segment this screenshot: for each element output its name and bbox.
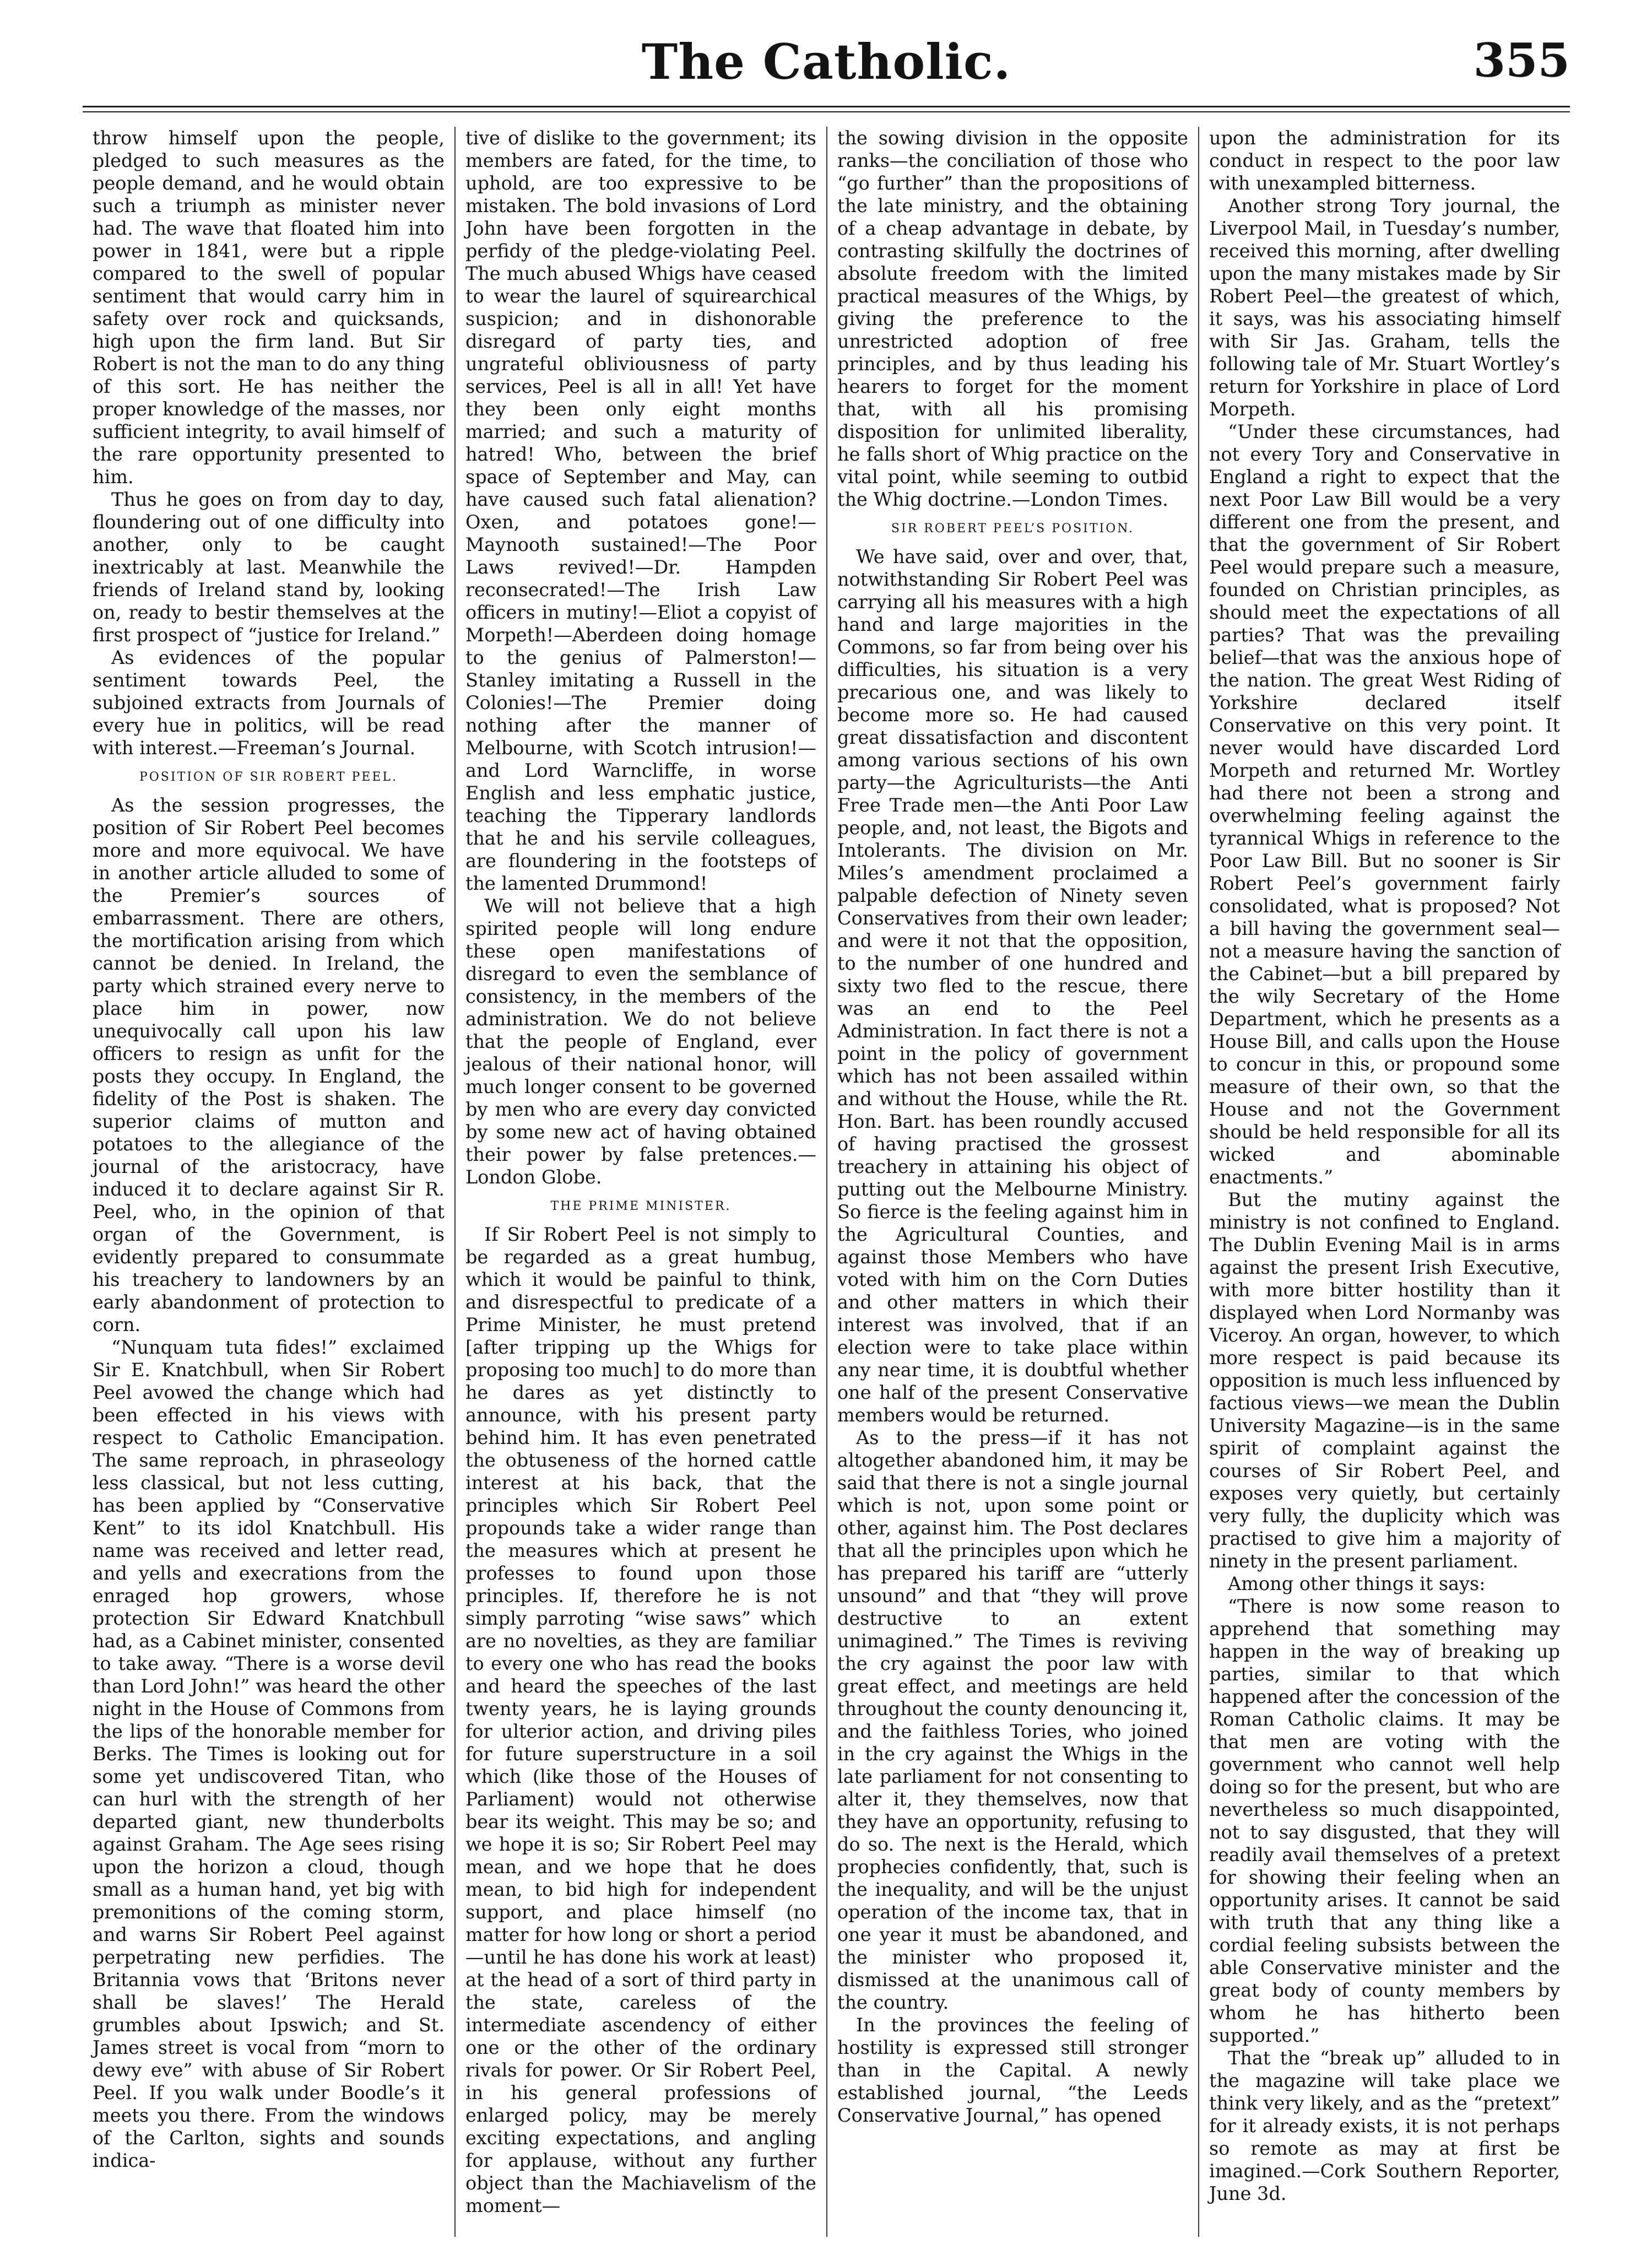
header-rule bbox=[83, 106, 1570, 112]
paragraph: That the “break up” alluded to in the magazine will take place we think very likely, and as the “pretext” for it already exists, it is not perhaps so remote as may at first be imagined.—Cork Southern Reporter, June 3d. bbox=[1209, 2047, 1560, 2204]
paragraph: As evidences of the popular sentiment towards Peel, the subjoined extracts from Journals of every hue in politics, will be read with interest.—Freeman’s Journal. bbox=[93, 647, 445, 759]
paragraph: We will not believe that a high spirited people will long endure these open manifestations of disregard to even the semblance of consistency, in the members of the administration. We do not believe that the people of England, ever jealous of their national honor, will much longer consent to be governed by men who are every day convicted by some new act of having obtained their power by false pretences.—London Globe. bbox=[465, 895, 816, 1188]
column-4 bbox=[1198, 127, 1570, 2237]
section-heading: THE PRIME MINISTER. bbox=[550, 1199, 732, 1213]
section-heading: POSITION OF SIR ROBERT PEEL. bbox=[139, 770, 398, 784]
page-number: 355 bbox=[1473, 33, 1570, 88]
column-2 bbox=[454, 127, 826, 2237]
paragraph: upon the administration for its conduct in respect to the poor law with unexampled bitterness. bbox=[1209, 127, 1560, 194]
paragraph: We have said, over and over, that, notwithstanding Sir Robert Peel was carrying all his measures with a high hand and large majorities in the Commons, so far from being over his difficulties, his situation is a very precarious one, and was likely to become more so. He had caused great dissatisfaction and discontent among various sections of his own party—the Agriculturists—the Anti Free Trade men—the Anti Poor Law people, and, not least, the Bigots and Intolerants. The division on Mr. Miles’s amendment proclaimed a palpable defection of Ninety seven Conservatives from their own leader; and were it not that the opposition, to the number of one hundred and sixty two fled to the rescue, there was an end to the Peel Administration. In fact there is not a point in the policy of government which has not been assailed within and without the House, while the Rt. Hon. Bart. has been roundly accused of having practised the grossest treachery in attaining his object of putting out the Melbourne Ministry. So fierce is the feeling against him in the Agricultural Counties, and against those Members who have voted with him on the Corn Duties and other matters in which their interest was involved, that if an election were to take place within any near time, it is doubtful whether one half of the present Conservative members would be returned. bbox=[837, 546, 1188, 1426]
paragraph: tive of dislike to the government; its members are fated, for the time, to uphold, are too expressive to be mistaken. The bold invasions of Lord John have been forgotten in the perfidy of the pledge-violating Peel. The much abused Whigs have ceased to wear the laurel of squirearchical suspicion; and in dishonorable disregard of party ties, and ungrateful obliviousness of party services, Peel is all in all! Yet have they been only eight months married; and such a maturity of hatred! Who, between the brief space of September and May, can have caused such fatal alienation? Oxen, and potatoes gone!—Maynooth sustained!—The Poor Laws revived!—Dr. Hampden reconsecrated!—The Irish Law officers in mutiny!—Eliot a copyist of Morpeth!—Aberdeen doing homage to the genius of Palmerston!—Stanley imitating a Russell in the Colonies!—The Premier doing nothing after the manner of Melbourne, with Scotch intrusion!—and Lord Warncliffe, in worse English and less emphatic justice, teaching the Tipperary landlords that he and his servile colleagues, are floundering in the footsteps of the lamented Drummond! bbox=[465, 127, 816, 894]
section-heading: SIR ROBERT PEEL’S POSITION. bbox=[891, 522, 1135, 536]
quote-paragraph: “Under these circumstances, had not every Tory and Conservative in England a right to expect that the next Poor Law Bill would be a very different one from the present, and that the government of Sir Robert Peel would prepare such a measure, founded on Christian principles, as should meet the expectations of all parties? That was the prevailing belief—that was the anxious hope of the nation. The great West Riding of Yorkshire declared itself Conservative on this very point. It never would have discarded Lord Morpeth and returned Mr. Wortley had there not been a strong and overwhelming feeling against the tyrannical Whigs in reference to the Poor Law Bill. But no sooner is Sir Robert Peel’s government fairly consolidated, what is proposed? Not a bill having the government seal—not a measure having the sanction of the Cabinet—but a bill prepared by the wily Secretary of the Home Department, which he presents as a House Bill, and calls upon the House to concur in this, or propound some measure of their own, so that the House and not the Government should be held responsible for all its wicked and abominable enactments.” bbox=[1209, 421, 1560, 1188]
paragraph: In the provinces the feeling of hostility is expressed still stronger than in the Capital. A newly established journal, “the Leeds Conservative Journal,” has opened bbox=[837, 2014, 1188, 2126]
paragraph: “Nunquam tuta fides!” exclaimed Sir E. Knatchbull, when Sir Robert Peel avowed the change which had been effected in his views with respect to Catholic Emancipation. The same reproach, in phraseology less classical, but not less cutting, has been applied by “Conservative Kent” to its idol Knatchbull. His name was received and letter read, and yells and execrations from the enraged hop growers, whose protection Sir Edward Knatchbull had, as a Cabinet minister, consented to take away. “There is a worse devil than Lord John!” was heard the other night in the House of Commons from the lips of the honorable member for Berks. The Times is looking out for some yet undiscovered Titan, who can hurl with the strength of her departed giant, new thunderbolts against Graham. The Age sees rising upon the horizon a cloud, though small as a human hand, yet big with premonitions of the coming storm, and warns Sir Robert Peel against perpetrating new perfidies. The Britannia vows that ‘Britons never shall be slaves!’ The Herald grumbles about Ipswich; and St. James street is vocal from “morn to dewy eve” with abuse of Sir Robert Peel. If you walk under Boodle’s it meets you there. From the windows of the Carlton, sights and sounds indica- bbox=[93, 1337, 445, 2171]
paragraph: throw himself upon the people, pledged to such measures as the people demand, and he would obtain such a triumph as minister never had. The wave that floated him into power in 1841, were but a ripple compared to the swell of popular sentiment that would carry him in safety over rock and quicksands, high upon the firm land. But Sir Robert is not the man to do any thing of this sort. He has neither the proper knowledge of the masses, nor sufficient integrity, to avail himself of the rare opportunity presented to him. bbox=[93, 127, 445, 488]
paragraph: As the session progresses, the position of Sir Robert Peel becomes more and more equivocal. We have in another article alluded to some of the Premier’s sources of embarrassment. There are others, the mortification arising from which cannot be denied. In Ireland, the party which strained every nerve to place him in power, now unequivocally call upon his law officers to resign as unfit for the posts they occupy. In England, the fidelity of the Post is shaken. The superior claims of mutton and potatoes to the allegiance of the journal of the aristocracy, have induced it to declare against Sir R. Peel, who, in the opinion of that organ of the Government, is evidently prepared to consummate his treachery to landowners by an early abandonment of protection to corn. bbox=[93, 794, 445, 1335]
paragraph: Among other things it says: bbox=[1228, 1573, 1486, 1594]
paragraph: As to the press—if it has not altogether abandoned him, it may be said that there is not a single journal which is not, upon some point or other, against him. The Post declares that all the principles upon which he has prepared his tariff are “utterly unsound” and that “they will prove destructive to an extent unimagined.” The Times is reviving the cry against the poor law with great effect, and meetings are held throughout the county denouncing it, and the faithless Tories, who joined in the cry against the Whigs in the late parliament for not consenting to alter it, they themselves, now that they have an opportunity, refusing to do so. The next is the Herald, which prophecies confidently, that, such is the inequality, and will be the unjust operation of the income tax, that in one year it must be abandoned, and the minister who proposed it, dismissed at the unanimous call of the country. bbox=[837, 1427, 1188, 2013]
page-header bbox=[83, 22, 1570, 105]
column-1 bbox=[83, 127, 454, 2237]
paragraph: Thus he goes on from day to day, floundering out of one difficulty into another, only to be caught inextricably at last. Meanwhile the friends of Ireland stand by, looking on, ready to bestir themselves at the first prospect of “justice for Ireland.” bbox=[93, 489, 445, 646]
paragraph: the sowing division in the opposite ranks—the conciliation of those who “go further” than the propositions of the late ministry, and the obtaining of a cheap advantage in debate, by contrasting skilfully the doctrines of absolute freedom with the limited practical measures of the Whigs, by giving the preference to the unrestricted adoption of free principles, and by thus leading his hearers to forget for the moment that, with all his promising disposition for unlimited liberality, he falls short of Whig practice on the vital point, while seeming to outbid the Whig doctrine.—London Times. bbox=[837, 127, 1188, 510]
paragraph: Another strong Tory journal, the Liverpool Mail, in Tuesday’s number, received this morning, after dwelling upon the many mistakes made by Sir Robert Peel—the greatest of which, it says, was his associating himself with Sir Jas. Graham, tells the following tale of Mr. Stuart Wortley’s return for Yorkshire in place of Lord Morpeth. bbox=[1209, 195, 1560, 420]
paragraph: But the mutiny against the ministry is not confined to England. The Dublin Evening Mail is in arms against the present Irish Executive, with more bitter hostility than it displayed when Lord Normanby was Viceroy. An organ, however, to which more respect is paid because its opposition is much less influenced by factious views—we mean the Dublin University Magazine—is in the same spirit of complaint against the courses of Sir Robert Peel, and exposes very quietly, but certainly very fully, the duplicity which was practised to give him a majority of ninety in the present parliament. bbox=[1209, 1189, 1560, 1572]
article-columns bbox=[83, 127, 1570, 2237]
quote-paragraph: “There is now some reason to apprehend that something may happen in the way of breaking up parties, similar to that which happened after the concession of the Roman Catholic claims. It may be that men are voting with the government who cannot well help doing so for the present, but who are nevertheless so much disappointed, not to say disgusted, that they will readily avail themselves of a pretext for showing their feeling when an opportunity arises. It cannot be said with truth that any thing like a cordial feeling subsists between the able Conservative minister and the great body of county members by whom he has hitherto been supported.” bbox=[1209, 1596, 1560, 2046]
column-3 bbox=[826, 127, 1198, 2237]
paragraph: If Sir Robert Peel is not simply to be regarded as a great humbug, which it would be painful to think, and disrespectful to predicate of a Prime Minister, he must pretend [after tripping up the Whigs for proposing too much] to do more than he dares as yet distinctly to announce, with his present party behind him. It has even penetrated the obtuseness of the horned cattle interest at his back, that the principles which Sir Robert Peel propounds take a wider range than the measures which at present he professes to found upon those principles. If, therefore he is not simply parroting “wise saws” which are no novelties, as they are familiar to every one who has read the books and heard the speeches of the last twenty years, he is laying grounds for ulterior action, and driving piles for future superstructure in a soil which (like those of the Houses of Parliament) would not otherwise bear its weight. This may be so; and we hope it is so; Sir Robert Peel may mean, and we hope that he does mean, to bid high for independent support, and place himself (no matter for how long or short a period—until he has done his work at least) at the head of a sort of third party in the state, careless of the intermediate ascendency of either one or the other of the ordinary rivals for power. Or Sir Robert Peel, in his general professions of enlarged policy, may be merely exciting expectations, and angling for applause, without any further object than the Machiavelism of the moment— bbox=[465, 1224, 816, 2216]
newspaper-title: The Catholic. bbox=[641, 33, 1011, 90]
